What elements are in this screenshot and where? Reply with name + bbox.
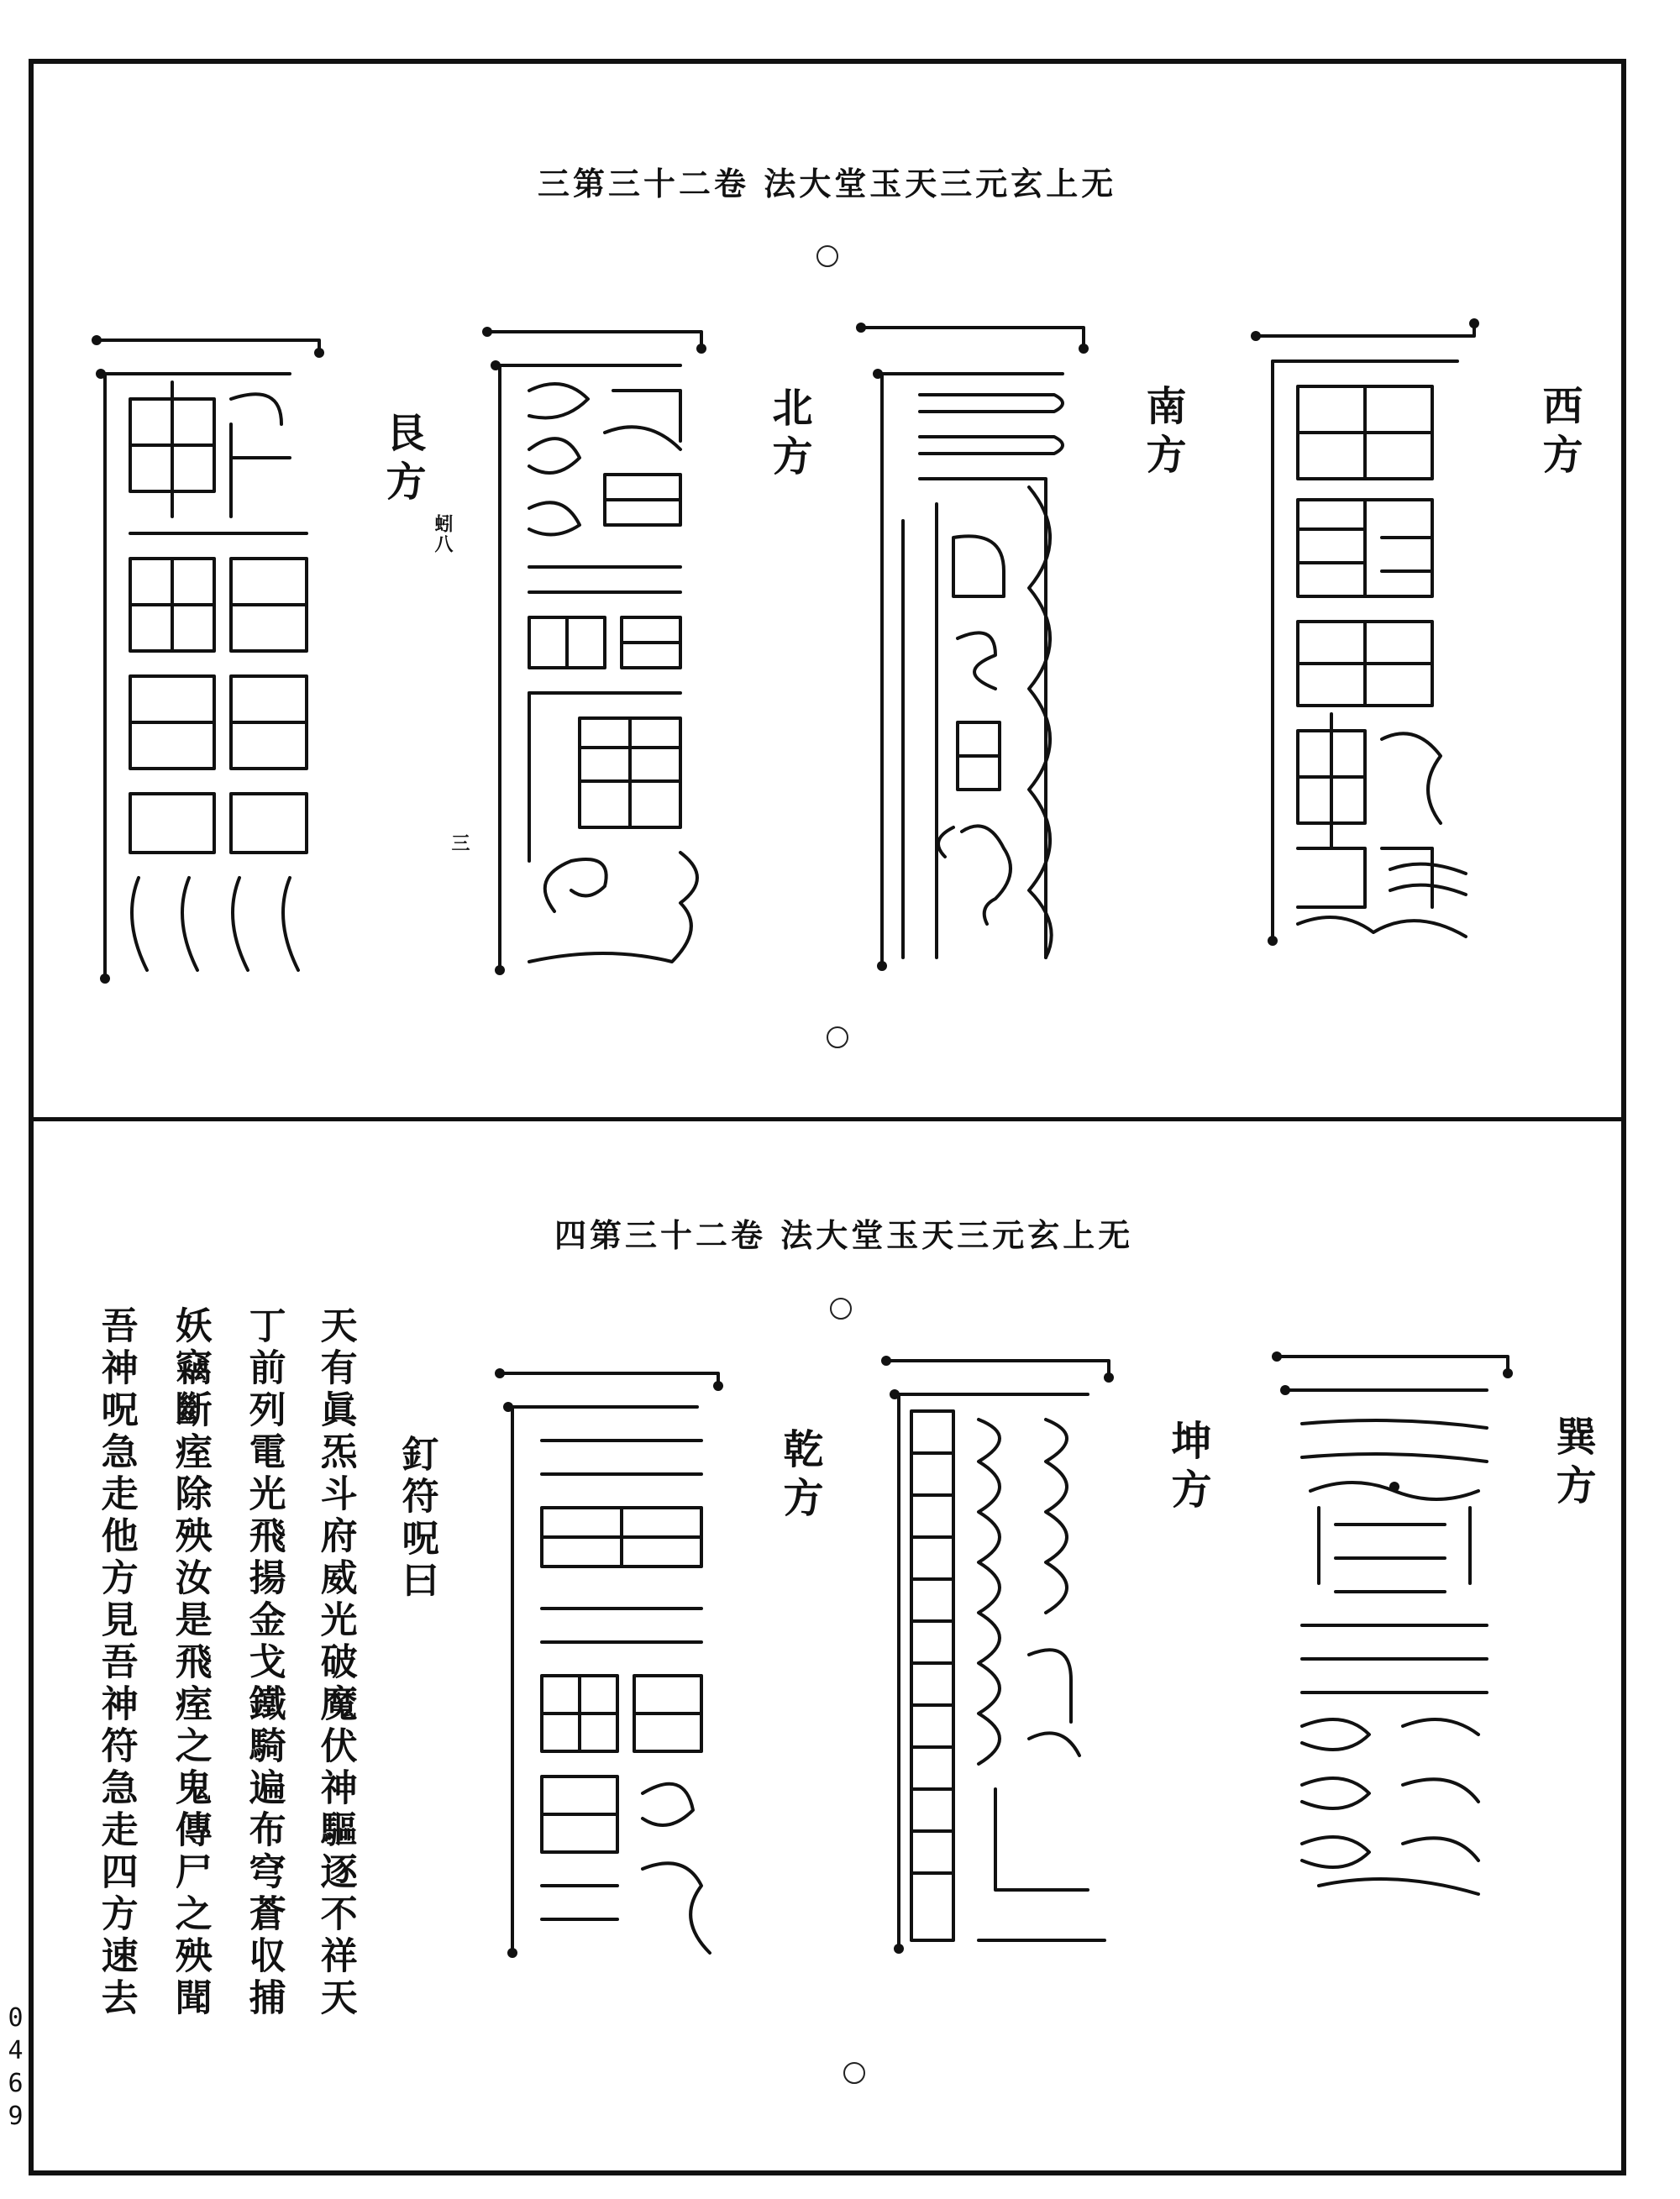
binding-hole-icon [827, 1026, 848, 1048]
side-mark: 三 [449, 833, 470, 853]
direction-label-west: 西方 [1536, 385, 1583, 482]
top-header: 三第三十二卷 法大堂玉天三元玄上无 [538, 165, 1117, 202]
talisman-gen [88, 332, 357, 995]
direction-label-gen: 艮方 [379, 412, 426, 509]
talisman-qian [491, 1365, 752, 1970]
talisman-north [479, 323, 731, 987]
direction-label-xun: 巽方 [1549, 1415, 1596, 1513]
incantation-column-1: 天有眞炁斗府威光破魔伏神驅逐不祥天 [313, 1306, 357, 2020]
direction-label-south: 南方 [1139, 385, 1186, 482]
incantation-column-3: 妖竊斷痓除殃汝是飛痓之鬼傳尸之殃聞 [168, 1306, 212, 2020]
talisman-kun [878, 1352, 1130, 1965]
binding-hole-icon [816, 245, 838, 267]
page-number: 0469 [1, 2003, 30, 2134]
incantation-column-4: 吾神呪急走他方見吾神符急走四方速去 [94, 1306, 138, 2020]
binding-hole-icon [830, 1298, 852, 1320]
talisman-south [853, 319, 1113, 983]
side-mark: 蚓八 [432, 514, 454, 554]
incantation-column-2: 丁前列電光飛揚金戈鐵騎遍布穹蒼収捕 [242, 1306, 286, 2020]
direction-label-qian: 乾方 [776, 1428, 823, 1525]
talisman-west [1247, 319, 1499, 974]
bottom-header: 四第三十二卷 法大堂玉天三元玄上无 [554, 1216, 1134, 1254]
incantation-title: 釘符呪曰 [395, 1435, 438, 1603]
panel-divider [29, 1117, 1626, 1121]
talisman-xun [1268, 1348, 1520, 1953]
direction-label-kun: 坤方 [1164, 1420, 1211, 1517]
direction-label-north: 北方 [765, 386, 812, 484]
binding-hole-icon [843, 2062, 865, 2084]
